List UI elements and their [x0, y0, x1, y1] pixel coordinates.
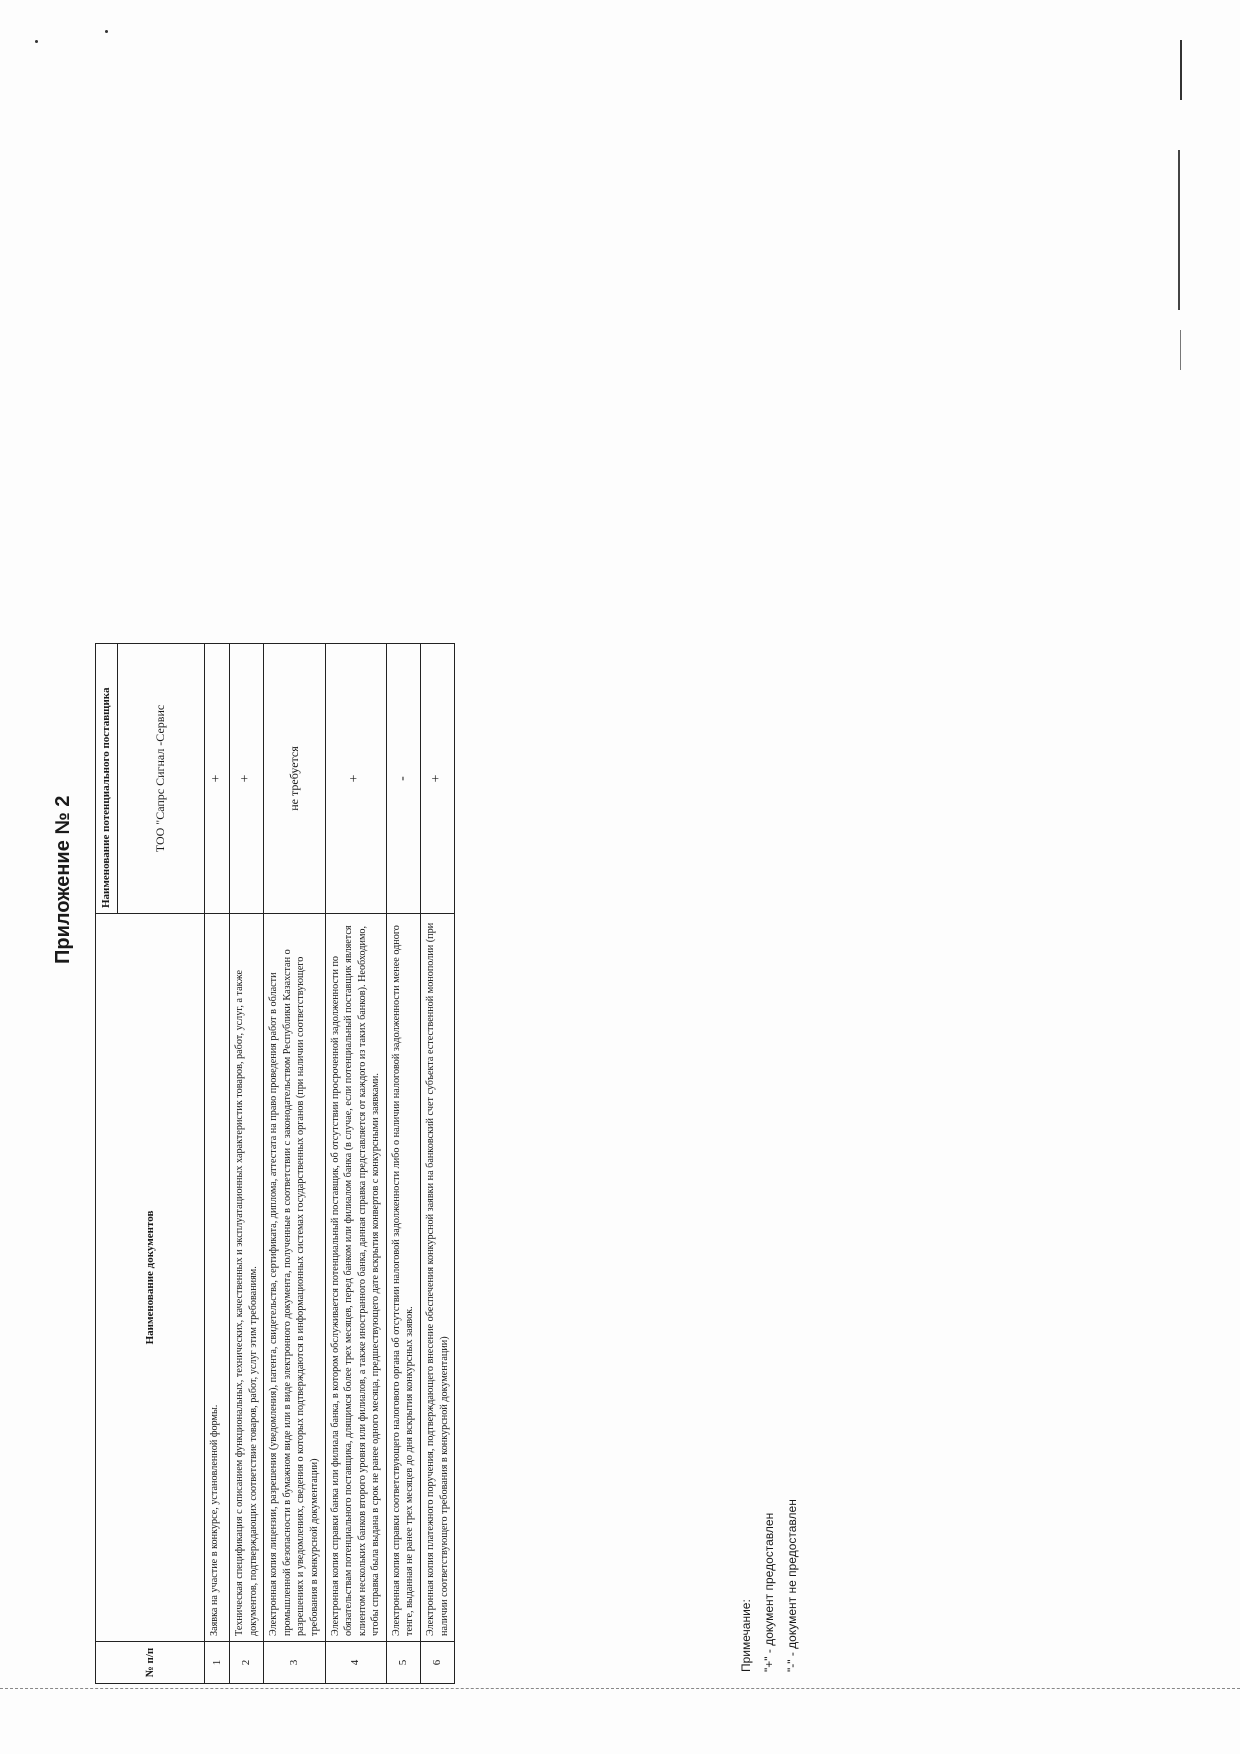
row-num: 1: [204, 1642, 230, 1684]
note-item-provided: "+" - документ предоставлен: [761, 1512, 776, 1672]
header-doc-name: Наименование документов: [96, 914, 205, 1642]
row-doc: Электронная копия справки соответствующего налогового органа об отсутствии налоговой задолженности либо о наличии налоговой задолженности менее одного тенге, выданная не ранее трех месяцев до дня вскрытия конкурсных заявок.: [386, 914, 420, 1642]
row-num: 6: [420, 1642, 454, 1684]
table-header-row: [96, 644, 118, 1684]
header-supplier: Наименование потенциального поставщика: [96, 644, 118, 914]
scan-speck: [105, 30, 108, 33]
row-num: 4: [325, 1642, 386, 1684]
row-mark: +: [420, 644, 454, 914]
row-mark: -: [386, 644, 420, 914]
row-mark: +: [325, 644, 386, 914]
scan-edge-mark: [1180, 40, 1182, 100]
row-mark: не требуется: [264, 644, 325, 914]
row-doc: Электронная копия лицензии, разрешения (уведомления), патента, свидетельства, сертификата, диплома, аттестата на право проведения работ в области промышленной безопасности в бумажном виде или в виде электронного документа, полученные в соответствии с законодательством Республики Казахстан о разрешениях и уведомлениях, сведения о которых подтверждаются в информационных системах государственных органов (при наличии соответствующего требования в конкурсной документации): [264, 914, 325, 1642]
scan-fold-line: [0, 1688, 1240, 1689]
row-num: 5: [386, 1642, 420, 1684]
supplier-name: ТОО "Сапрс Сигнал -Сервис: [117, 644, 204, 914]
table-row: [264, 644, 325, 1684]
row-mark: +: [230, 644, 264, 914]
row-doc: Электронная копия справки банка или филиала банка, в котором обслуживается потенциальный поставщик, об отсутствии просроченной задолженности по обязательствам потенциального поставщика, длящимся более трех месяцев, перед банком или филиалом банка (в случае, если потенциальный поставщик является клиентом нескольких банков второго уровня или филиалов, а также иностранного банка, данная справка представляется от каждого из таких банков). Необходимо, чтобы справка была выдана в срок не ранее одного месяца, предшествующего дате вскрытия конвертов с конкурсными заявками.: [325, 914, 386, 1642]
notes: [735, 1499, 803, 1672]
header-num: № п/п: [96, 1642, 205, 1684]
table-row: [325, 644, 386, 1684]
table-row: [230, 644, 264, 1684]
row-doc: Техническая спецификация с описанием функциональных, технических, качественных и эксплуатационных характеристик товаров, работ, услуг, а также документов, подтверждающих соответствие товаров, работ, услуг этим требованиям.: [230, 914, 264, 1642]
table-row: [204, 644, 230, 1684]
notes-heading: Примечание:: [739, 1599, 753, 1672]
row-doc: Электронная копия платежного поручения, подтверждающего внесение обеспечения конкурсной заявки на банковский счет субъекта естественной монополии (при наличии соответствующего требования в конкурсной документации): [420, 914, 454, 1642]
row-num: 3: [264, 1642, 325, 1684]
row-num: 2: [230, 1642, 264, 1684]
documents-table: [95, 643, 455, 1684]
note-item-not-provided: "-" - документ не предоставлен: [784, 1499, 799, 1672]
table-row: [420, 644, 454, 1684]
table-row: [386, 644, 420, 1684]
page-title: Приложение № 2: [52, 795, 74, 964]
row-doc: Заявка на участие в конкурсе, установленной формы.: [204, 914, 230, 1642]
scan-edge-mark: [1180, 330, 1181, 370]
scan-speck: [35, 40, 38, 43]
row-mark: +: [204, 644, 230, 914]
scan-edge-mark: [1178, 150, 1180, 310]
